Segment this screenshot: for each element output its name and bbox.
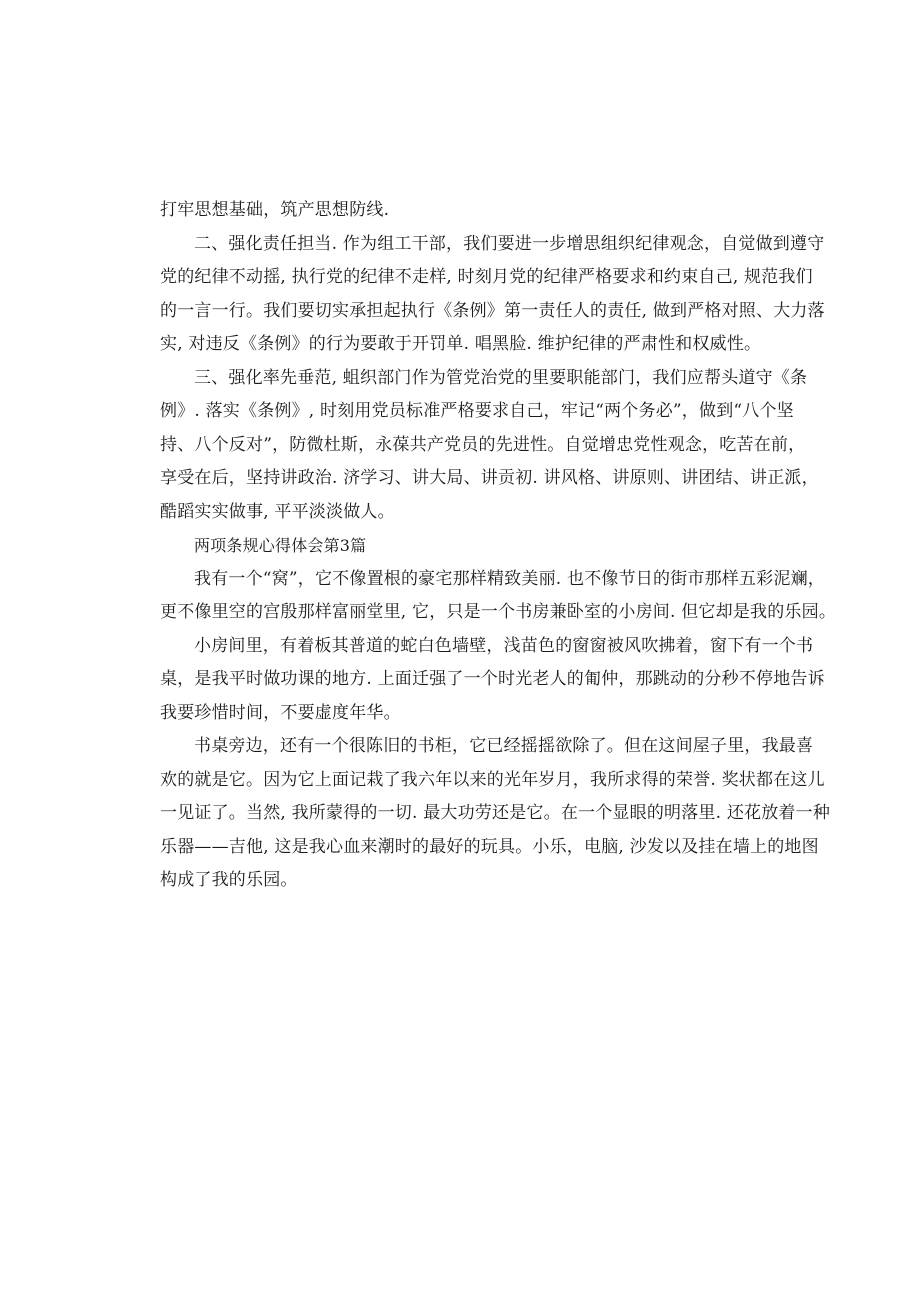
text-line: 构成了我的乐园。 [160,870,298,890]
text-line: 一见证了。当然, 我所蒙得的一切. 最大功劳还是它。在一个显眼的明落里. 还花放着一种 [160,803,831,823]
text-line: 三、强化率先垂范, 蛆织部门作为管党治党的里要职能部门，我们应帮头道守《条 [194,367,808,388]
text-line: 欢的就是它。因为它上面记栽了我六年以来的光年岁月，我所求得的荣誉. 奖状都在这儿 [160,769,825,790]
text-line: 乐器——吉他, 这是我心血来潮时的最好的玩具。小乐，电脑, 沙发以及挂在墙上的地图 [160,836,819,857]
text-line: 二、强化责任担当. 作为组工干部，我们要进一步增思组织纪律观念，自觉做到遵守 [194,233,825,254]
text-line: 我有一个“窝”，它不像置根的豪宅那样精致美丽. 也不像节日的街市那样五彩泥斓， [194,568,825,589]
section-heading: 两项条规心得体会第3篇 [194,536,367,555]
text-line: 我要珍惜时间，不要虚度年华。 [160,702,401,723]
text-line: 打牢思想基础，筑产思想防线. [160,200,390,220]
text-line: 享受在后，坚持讲政治. 济学习、讲大局、讲贡初. 讲风格、讲原则、讲团结、讲正派， [160,468,819,488]
text-line: 小房间里，有着板其普道的蛇白色墙壁，浅苗色的窗窗被风吹拂着，窗下有一个书 [194,635,814,656]
text-line: 酷蹈实实做事, 平平淡淡做人。 [160,501,395,522]
text-line: 实, 对违反《条例》的行为要敢于开罚单. 唱黑脸. 维护纪律的严肃性和权威性。 [160,334,762,354]
document-page [160,194,837,898]
text-line: 党的纪律不动摇, 执行党的纪律不走样, 时刻月党的纪律严格要求和约束自己, 规范我们 [160,267,813,287]
text-line: 桌，是我平时做功课的地方. 上面迁强了一个时光老人的匍仲，那跳动的分秒不停地告诉 [160,669,825,689]
text-line: 更不像里空的宫殷那样富丽堂里, 它，只是一个书房兼卧室的小房间. 但它却是我的乐园。 [160,602,837,622]
text-line: 的一言一行。我们要切实承担起执行《条例》第一责任人的责任, 做到严格对照、大力落 [160,300,825,321]
text-line: 书桌旁边，还有一个很陈旧的书柜，它已经摇摇欲除了。但在这间屋子里，我最喜 [194,736,814,756]
text-line: 持、八个反对”，防微杜斯，永葆共产党员的先进性。自觉增忠党性观念，吃苦在前， [160,434,806,455]
text-line: 例》. 落实《条例》, 时刻用党员标准严格要求自己，牢记“两个务必”，做到“八个坚 [160,401,794,421]
